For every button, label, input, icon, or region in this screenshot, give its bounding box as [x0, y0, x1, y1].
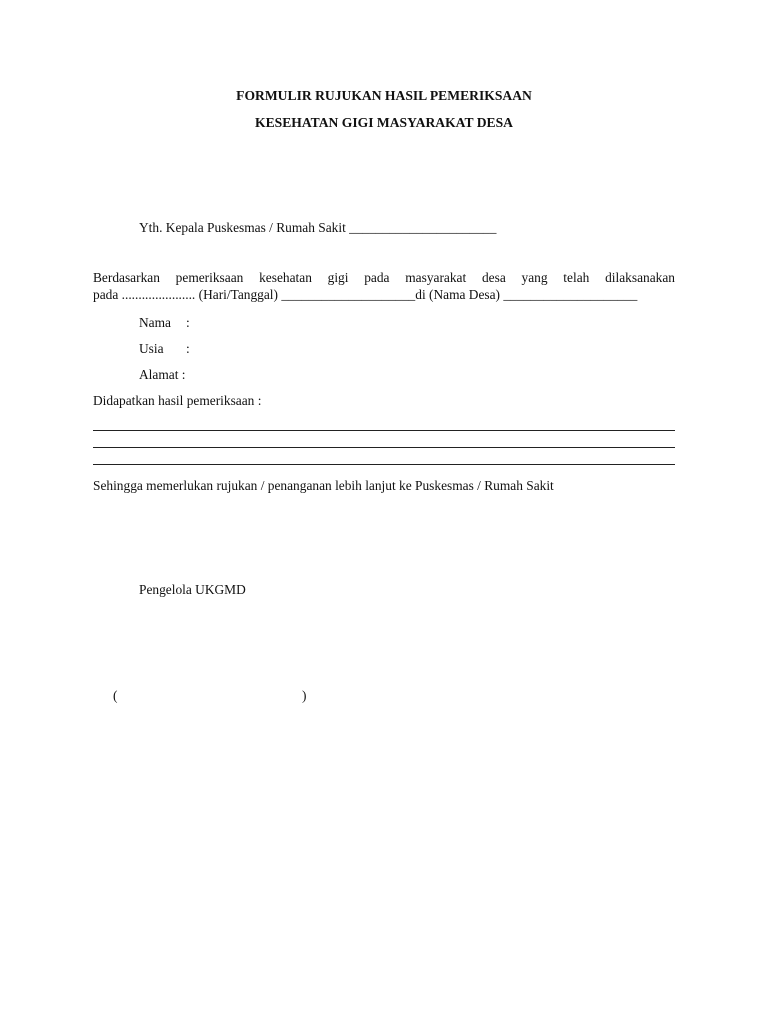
field-usia-colon: : [186, 341, 190, 356]
referral-statement: Sehingga memerlukan rujukan / penanganan lebih lanjut ke Puskesmas / Rumah Sakit [93, 478, 554, 493]
form-title-line-1: FORMULIR RUJUKAN HASIL PEMERIKSAAN [236, 88, 532, 103]
signer-title: Pengelola UKGMD [139, 582, 246, 597]
field-nama [139, 314, 190, 331]
addressee-line: Yth. Kepala Puskesmas / Rumah Sakit ______________________ [139, 220, 497, 235]
field-usia [139, 340, 190, 357]
field-alamat [139, 366, 186, 383]
examination-paragraph [93, 269, 675, 303]
field-alamat-label: Alamat [139, 367, 179, 382]
results-rule-1 [93, 430, 675, 431]
results-rule-3 [93, 464, 675, 465]
signature-close-paren: ) [302, 688, 307, 703]
signature-open-paren: ( [113, 688, 118, 703]
form-title-line-2: KESEHATAN GIGI MASYARAKAT DESA [255, 115, 513, 130]
paragraph-line-2: pada ...................... (Hari/Tanggal) ____________________di (Nama Desa) ____________________ [93, 287, 638, 302]
field-nama-label: Nama [139, 315, 171, 330]
field-usia-label: Usia [139, 341, 164, 356]
results-label: Didapatkan hasil pemeriksaan : [93, 393, 262, 408]
paragraph-line-1: Berdasarkan pemeriksaan kesehatan gigi pada masyarakat desa yang telah dilaksanakan [93, 270, 675, 285]
field-alamat-colon: : [181, 367, 186, 382]
field-nama-colon: : [186, 315, 190, 330]
results-rule-2 [93, 447, 675, 448]
